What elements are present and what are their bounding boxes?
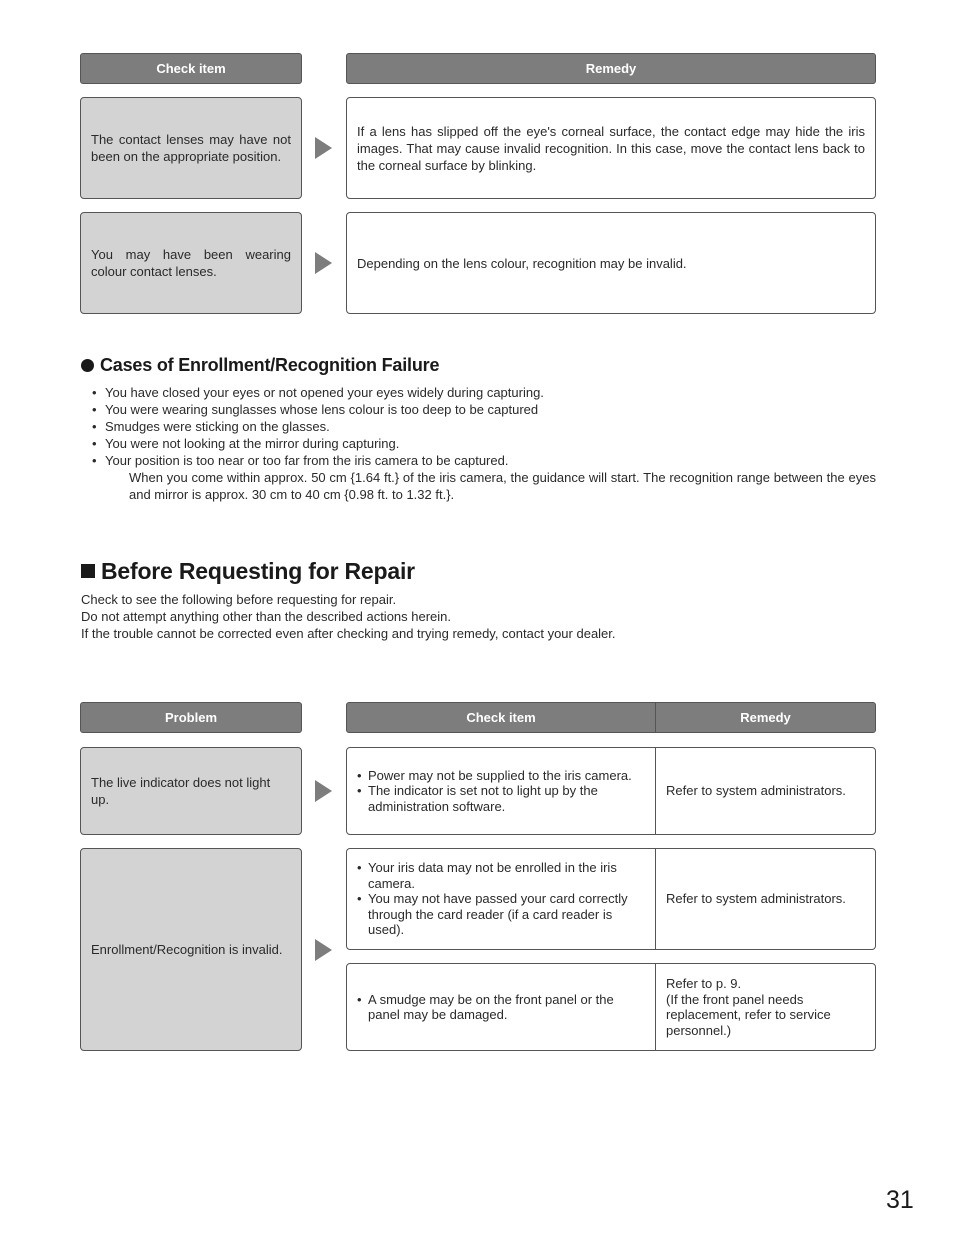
- square-bullet-icon: [81, 564, 95, 578]
- header-problem: [80, 702, 302, 733]
- intro-line: If the trouble cannot be corrected even after checking and trying remedy, contact your dealer.: [81, 626, 616, 641]
- remedy-text: (If the front panel needs replacement, refer to service personnel.): [666, 991, 831, 1038]
- repair-heading: [81, 556, 415, 586]
- check-item-colour-lenses: [80, 212, 302, 314]
- check-cell: [347, 849, 656, 949]
- list-item-continuation: When you come within approx. 50 cm {1.64 ft.} of the iris camera, the guidance will start. The recognition range between the eyes and mirror is approx. 30 cm to 40 cm {0.98 ft. to 1.32 ft.}.: [129, 470, 876, 502]
- header-check-item-2-label: Check item: [466, 710, 536, 725]
- problem-enrollment-invalid: [80, 848, 302, 1051]
- list-item: • You were not looking at the mirror during capturing.: [81, 435, 876, 452]
- header-check-remedy: [346, 702, 876, 733]
- intro-line: Check to see the following before requesting for repair.: [81, 592, 397, 607]
- remedy-text: If a lens has slipped off the eye's corneal surface, the contact edge may hide the iris images. That may cause invalid recognition. In this case, move the contact lens back to the corneal surface by blinking.: [357, 123, 865, 173]
- row-front-panel: [346, 963, 876, 1051]
- arrow-right-icon: [315, 252, 332, 274]
- arrow-right-icon: [315, 780, 332, 802]
- header-remedy-label: Remedy: [585, 61, 637, 76]
- cases-heading: [81, 353, 439, 377]
- header-problem-label: Problem: [164, 710, 217, 725]
- check-item-text: You may have been wearing colour contact lenses.: [91, 247, 291, 279]
- arrow-right-icon: [315, 939, 332, 961]
- list-item: • Power may not be supplied to the iris camera.: [357, 768, 645, 784]
- remedy-contact-lens-position: [346, 97, 876, 199]
- repair-intro: [81, 591, 876, 642]
- list-item: • Smudges were sticking on the glasses.: [81, 418, 876, 435]
- check-list: [357, 992, 645, 1023]
- row-live-indicator: [346, 747, 876, 835]
- remedy-text: Refer to p. 9.: [666, 976, 742, 991]
- problem-live-indicator: [80, 747, 302, 835]
- page-number: 31: [886, 1186, 914, 1214]
- arrow-right-icon: [315, 137, 332, 159]
- check-item-contact-lens-position: [80, 97, 302, 199]
- remedy-cell: [656, 849, 875, 949]
- list-item: • Your position is too near or too far from the iris camera to be captured.: [81, 452, 876, 469]
- cases-heading-text: Cases of Enrollment/Recognition Failure: [100, 354, 440, 375]
- problem-text: The live indicator does not light up.: [91, 775, 271, 807]
- list-item: • The indicator is set not to light up by the administration software.: [357, 783, 645, 814]
- list-item: • You have closed your eyes or not opened your eyes widely during capturing.: [81, 384, 876, 401]
- header-check-item-2: [347, 703, 656, 732]
- list-item: • Your iris data may not be enrolled in the iris camera.: [357, 860, 645, 891]
- check-list: [357, 860, 645, 938]
- list-item: • You may not have passed your card correctly through the card reader (if a card reader is used).: [357, 891, 645, 938]
- remedy-text: Refer to system administrators.: [666, 783, 846, 799]
- remedy-cell: [656, 964, 875, 1050]
- check-list: [357, 768, 645, 815]
- row-enrollment-data: [346, 848, 876, 950]
- check-cell: [347, 748, 656, 834]
- header-check-item: [80, 53, 302, 84]
- list-item: • You were wearing sunglasses whose lens colour is too deep to be captured: [81, 401, 876, 418]
- header-remedy: [346, 53, 876, 84]
- cases-list: [81, 384, 876, 503]
- header-remedy-2: [656, 703, 875, 732]
- remedy-colour-lenses: [346, 212, 876, 314]
- bullet-dot-icon: [81, 359, 94, 372]
- remedy-text: Depending on the lens colour, recognition may be invalid.: [357, 255, 687, 271]
- header-check-item-label: Check item: [156, 61, 226, 76]
- list-item: • A smudge may be on the front panel or the panel may be damaged.: [357, 992, 645, 1023]
- check-cell: [347, 964, 656, 1050]
- remedy-text: Refer to system administrators.: [666, 891, 846, 907]
- check-item-text: The contact lenses may have not been on the appropriate position.: [91, 132, 291, 164]
- header-remedy-2-label: Remedy: [740, 710, 791, 725]
- intro-line: Do not attempt anything other than the described actions herein.: [81, 609, 452, 624]
- remedy-cell: [656, 748, 875, 834]
- problem-text: Enrollment/Recognition is invalid.: [91, 942, 283, 957]
- repair-heading-text: Before Requesting for Repair: [101, 557, 415, 584]
